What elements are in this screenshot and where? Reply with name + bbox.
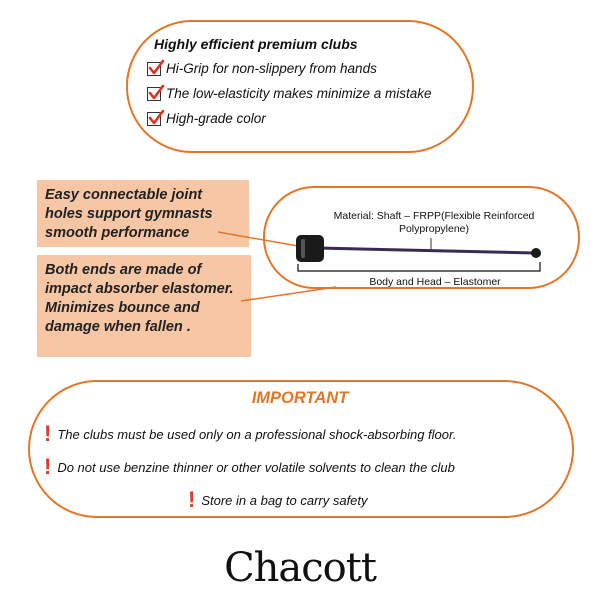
- feature-text: High-grade color: [166, 111, 266, 126]
- feature-text: The low-elasticity makes minimize a mistake: [166, 86, 432, 101]
- features-title: Highly efficient premium clubs: [154, 36, 358, 52]
- warning-item: [188, 489, 368, 511]
- club-head-ball: [531, 248, 541, 258]
- ends-leader-line: [241, 287, 336, 301]
- body-bracket: [298, 262, 540, 271]
- important-title: IMPORTANT: [251, 389, 349, 407]
- material-label: Material: Shaft – FRPP(Flexible Reinforced Polypropylene): [333, 210, 535, 235]
- warning-item: [44, 456, 455, 478]
- warning-text: Do not use benzine thinner or other volatile solvents to clean the club: [57, 459, 455, 475]
- exclamation-icon: !: [188, 487, 196, 512]
- joint-leader-line: [218, 232, 298, 246]
- exclamation-icon: !: [44, 454, 52, 479]
- club-body-highlight: [301, 239, 305, 258]
- warning-item: [44, 423, 456, 445]
- club-body: [296, 235, 324, 262]
- joint-note: Easy connectable joint holes support gymnasts smooth performance: [37, 180, 249, 247]
- body-head-label: Body and Head – Elastomer: [369, 276, 501, 288]
- feature-text: Hi-Grip for non-slippery from hands: [166, 61, 377, 76]
- ends-note: Both ends are made of impact absorber elastomer. Minimizes bounce and damage when fallen .: [37, 255, 251, 357]
- brand-logo: Chacott: [224, 545, 376, 591]
- exclamation-icon: !: [44, 421, 52, 446]
- club-shaft: [318, 248, 534, 253]
- warning-text: The clubs must be used only on a professional shock-absorbing floor.: [57, 426, 457, 442]
- warning-text: Store in a bag to carry safety: [201, 492, 368, 508]
